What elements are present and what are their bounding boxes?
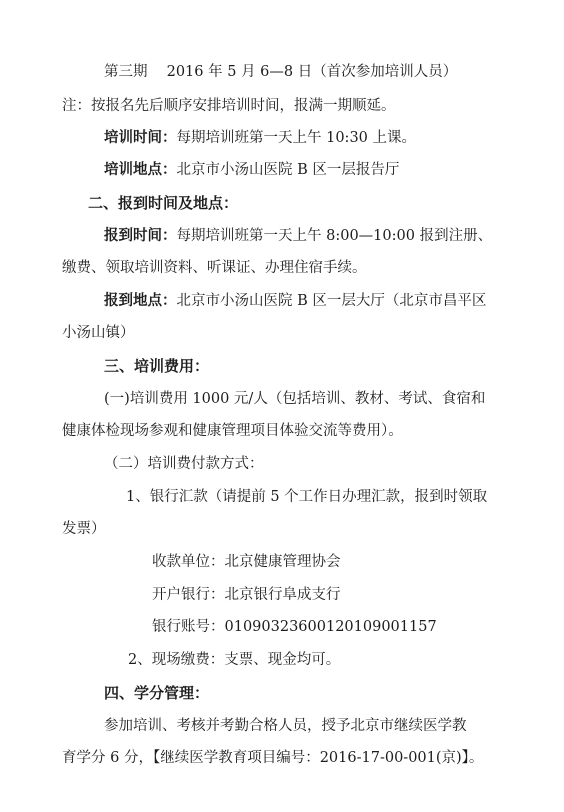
report-place-line — [104, 291, 486, 311]
report-place-label: 报到地点： — [104, 292, 177, 309]
fee-item-1: (一)培训费用 1000 元/人（包括培训、教材、考试、食宿和 — [104, 391, 486, 407]
onsite-payment-line: 2、现场缴费：支票、现金均可。 — [128, 652, 341, 668]
section-4-heading: 四、学分管理： — [104, 684, 210, 702]
training-time-value: 每期培训班第一天上午 10:30 上课。 — [176, 130, 417, 146]
report-time-line — [104, 226, 492, 246]
period-3-line: 第三期 2016 年 5 月 6—8 日（首次参加培训人员） — [104, 64, 458, 80]
report-time-continuation: 缴费、领取培训资料、听课证、办理住宿手续。 — [62, 260, 367, 276]
fee-item-2: （二）培训费付款方式： — [104, 456, 264, 472]
payee-line: 收款单位：北京健康管理协会 — [152, 554, 341, 570]
note-line: 注：按报名先后顺序安排培训时间，报满一期顺延。 — [62, 98, 396, 114]
bank-transfer-continuation: 发票） — [62, 521, 106, 537]
training-place-label: 培训地点： — [104, 161, 177, 178]
bank-name-line: 开户银行：北京银行阜成支行 — [152, 587, 341, 603]
training-time-line — [104, 128, 416, 148]
training-time-label: 培训时间： — [104, 129, 177, 146]
account-number-line: 银行账号：01090323600120109001157 — [152, 619, 437, 635]
training-place-line — [104, 160, 399, 180]
section-3-heading: 三、培训费用： — [104, 357, 210, 375]
report-time-value: 每期培训班第一天上午 8:00—10:00 报到注册、 — [176, 228, 493, 244]
credit-line-1: 参加培训、考核并考勤合格人员，授予北京市继续医学教 — [104, 718, 467, 734]
credit-line-2: 育学分 6 分，【继续医学教育项目编号：2016-17-00-001(京)】。 — [62, 750, 484, 766]
section-2-heading: 二、报到时间及地点： — [88, 194, 239, 212]
report-place-continuation: 小汤山镇） — [62, 325, 135, 341]
bank-transfer-line: 1、银行汇款（请提前 5 个工作日办理汇款，报到时领取 — [126, 489, 488, 505]
report-time-label: 报到时间： — [104, 227, 177, 244]
fee-item-1-continuation: 健康体检现场参观和健康管理项目体验交流等费用）。 — [62, 423, 403, 439]
training-place-value: 北京市小汤山医院 B 区一层报告厅 — [176, 162, 400, 178]
report-place-value: 北京市小汤山医院 B 区一层大厅（北京市昌平区 — [176, 293, 487, 309]
